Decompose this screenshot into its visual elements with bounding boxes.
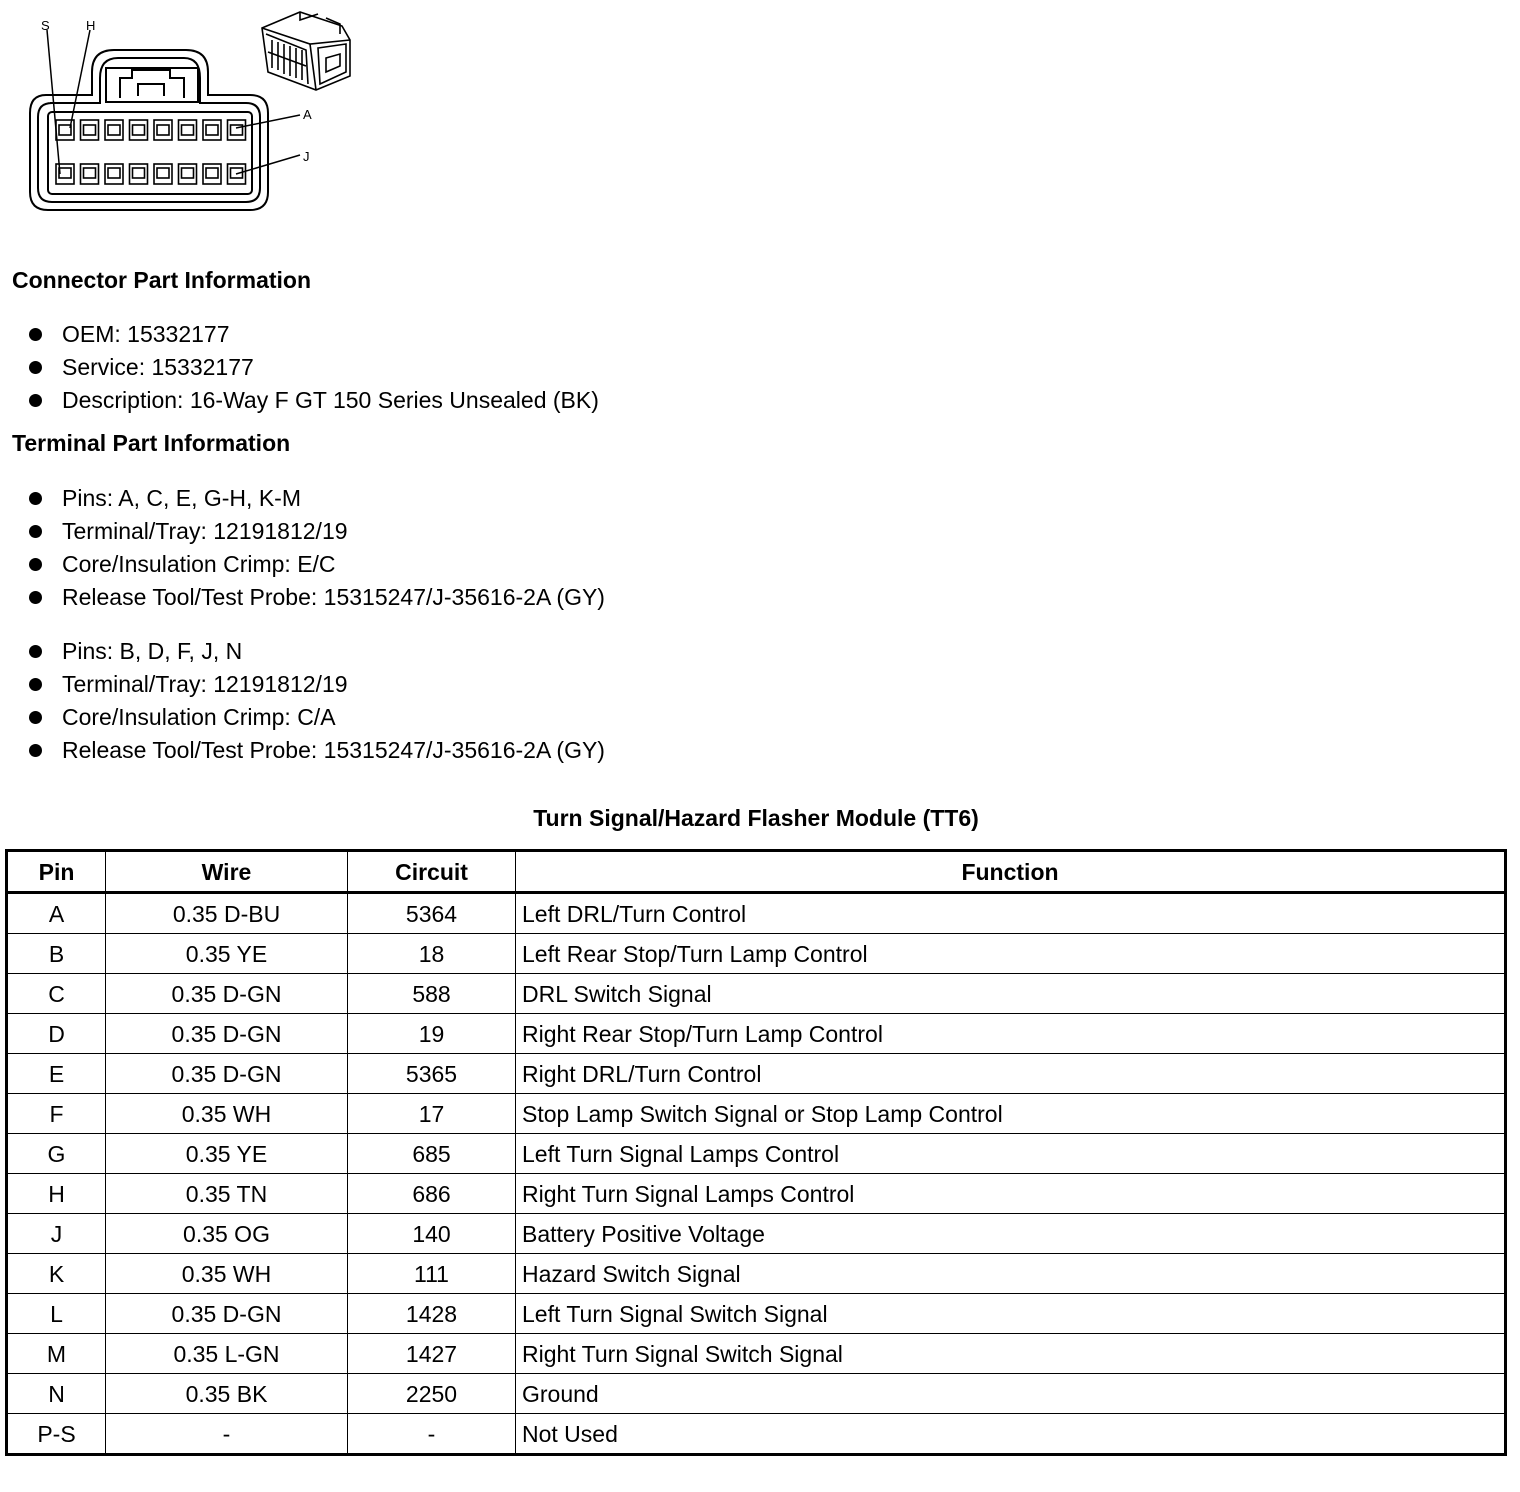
cell-function: Left Rear Stop/Turn Lamp Control — [516, 934, 1506, 974]
cell-wire: - — [106, 1414, 348, 1455]
connector-part-list — [28, 318, 599, 417]
cell-circuit: 111 — [348, 1254, 516, 1294]
terminal-part-title: Terminal Part Information — [12, 430, 291, 456]
table-row — [7, 934, 1506, 974]
cell-wire: 0.35 BK — [106, 1374, 348, 1414]
cell-circuit: 1428 — [348, 1294, 516, 1334]
cell-pin: N — [7, 1374, 106, 1414]
cell-pin: F — [7, 1094, 106, 1134]
cell-pin: L — [7, 1294, 106, 1334]
pin-label-s: S — [41, 18, 50, 33]
cell-function: Left Turn Signal Lamps Control — [516, 1134, 1506, 1174]
cell-function: Right Rear Stop/Turn Lamp Control — [516, 1014, 1506, 1054]
cell-wire: 0.35 OG — [106, 1214, 348, 1254]
list-item: Pins: B, D, F, J, N — [28, 635, 605, 668]
table-row — [7, 1054, 1506, 1094]
cell-circuit: 5364 — [348, 893, 516, 934]
pin-cavity-terminal — [157, 168, 169, 178]
cell-function: Right Turn Signal Lamps Control — [516, 1174, 1506, 1214]
col-header-circuit: Circuit — [348, 851, 516, 893]
cell-wire: 0.35 D-BU — [106, 893, 348, 934]
pin-cavity-terminal — [108, 125, 120, 135]
cell-wire: 0.35 L-GN — [106, 1334, 348, 1374]
cell-function: Ground — [516, 1374, 1506, 1414]
pin-cavity-terminal — [157, 125, 169, 135]
list-item: Terminal/Tray: 12191812/19 — [28, 515, 605, 548]
pin-label-a: A — [303, 107, 312, 122]
table-row — [7, 1014, 1506, 1054]
list-item: Service: 15332177 — [28, 351, 599, 384]
cell-function: Right Turn Signal Switch Signal — [516, 1334, 1506, 1374]
list-item: Core/Insulation Crimp: C/A — [28, 701, 605, 734]
cell-wire: 0.35 D-GN — [106, 1014, 348, 1054]
table-header-row — [7, 851, 1506, 893]
list-item: OEM: 15332177 — [28, 318, 599, 351]
cell-circuit: 686 — [348, 1174, 516, 1214]
table-row — [7, 1374, 1506, 1414]
table-row — [7, 1254, 1506, 1294]
table-row — [7, 1214, 1506, 1254]
terminal-part-list-2 — [28, 635, 605, 767]
list-item: Terminal/Tray: 12191812/19 — [28, 668, 605, 701]
cell-circuit: - — [348, 1414, 516, 1455]
connector-iso-illustration — [262, 12, 350, 90]
pin-label-j: J — [303, 149, 310, 164]
cell-function: Stop Lamp Switch Signal or Stop Lamp Control — [516, 1094, 1506, 1134]
cell-circuit: 5365 — [348, 1054, 516, 1094]
pin-cavity-terminal — [206, 168, 218, 178]
col-header-function: Function — [516, 851, 1506, 893]
pin-cavity-terminal — [206, 125, 218, 135]
cell-wire: 0.35 YE — [106, 1134, 348, 1174]
cell-function: Left DRL/Turn Control — [516, 893, 1506, 934]
connector-part-title: Connector Part Information — [12, 267, 312, 293]
cell-circuit: 19 — [348, 1014, 516, 1054]
cell-pin: G — [7, 1134, 106, 1174]
table-row — [7, 1134, 1506, 1174]
pin-cavity-terminal — [133, 168, 145, 178]
cell-pin: B — [7, 934, 106, 974]
pin-cavity-terminal — [182, 125, 194, 135]
terminal-part-list-1 — [28, 482, 605, 614]
cell-wire: 0.35 D-GN — [106, 1054, 348, 1094]
cell-circuit: 18 — [348, 934, 516, 974]
cell-pin: D — [7, 1014, 106, 1054]
cell-wire: 0.35 D-GN — [106, 1294, 348, 1334]
cell-pin: E — [7, 1054, 106, 1094]
cell-wire: 0.35 WH — [106, 1254, 348, 1294]
list-item: Release Tool/Test Probe: 15315247/J-35616-2A (GY) — [28, 581, 605, 614]
cell-pin: M — [7, 1334, 106, 1374]
cell-circuit: 588 — [348, 974, 516, 1014]
table-row — [7, 1334, 1506, 1374]
table-row — [7, 1414, 1506, 1455]
pin-cavity-terminal — [182, 168, 194, 178]
table-row — [7, 1294, 1506, 1334]
pin-cavity-terminal — [108, 168, 120, 178]
pin-cavity-terminal — [84, 125, 96, 135]
cell-wire: 0.35 TN — [106, 1174, 348, 1214]
table-row — [7, 893, 1506, 934]
cell-pin: P-S — [7, 1414, 106, 1455]
list-item: Pins: A, C, E, G-H, K-M — [28, 482, 605, 515]
cell-pin: H — [7, 1174, 106, 1214]
cell-wire: 0.35 D-GN — [106, 974, 348, 1014]
cell-circuit: 2250 — [348, 1374, 516, 1414]
cell-circuit: 140 — [348, 1214, 516, 1254]
col-header-pin: Pin — [7, 851, 106, 893]
pin-table-title: Turn Signal/Hazard Flasher Module (TT6) — [533, 805, 979, 831]
cell-function: Battery Positive Voltage — [516, 1214, 1506, 1254]
cell-circuit: 1427 — [348, 1334, 516, 1374]
cell-circuit: 685 — [348, 1134, 516, 1174]
pin-label-h: H — [86, 18, 96, 33]
table-row — [7, 1094, 1506, 1134]
cell-circuit: 17 — [348, 1094, 516, 1134]
pin-cavity-terminal — [59, 125, 71, 135]
connector-diagram — [0, 0, 380, 230]
cell-function: Right DRL/Turn Control — [516, 1054, 1506, 1094]
pin-cavity-terminal — [59, 168, 71, 178]
list-item: Core/Insulation Crimp: E/C — [28, 548, 605, 581]
table-row — [7, 974, 1506, 1014]
cell-pin: J — [7, 1214, 106, 1254]
pin-cavity-terminal — [84, 168, 96, 178]
cell-function: Not Used — [516, 1414, 1506, 1455]
cell-function: DRL Switch Signal — [516, 974, 1506, 1014]
cell-function: Hazard Switch Signal — [516, 1254, 1506, 1294]
cell-pin: A — [7, 893, 106, 934]
table-row — [7, 1174, 1506, 1214]
cell-wire: 0.35 YE — [106, 934, 348, 974]
list-item: Description: 16-Way F GT 150 Series Unsealed (BK) — [28, 384, 599, 417]
list-item: Release Tool/Test Probe: 15315247/J-35616-2A (GY) — [28, 734, 605, 767]
pin-cavity-terminal — [133, 125, 145, 135]
col-header-wire: Wire — [106, 851, 348, 893]
cell-pin: C — [7, 974, 106, 1014]
cell-pin: K — [7, 1254, 106, 1294]
cell-wire: 0.35 WH — [106, 1094, 348, 1134]
pin-table — [5, 849, 1507, 1456]
cell-function: Left Turn Signal Switch Signal — [516, 1294, 1506, 1334]
